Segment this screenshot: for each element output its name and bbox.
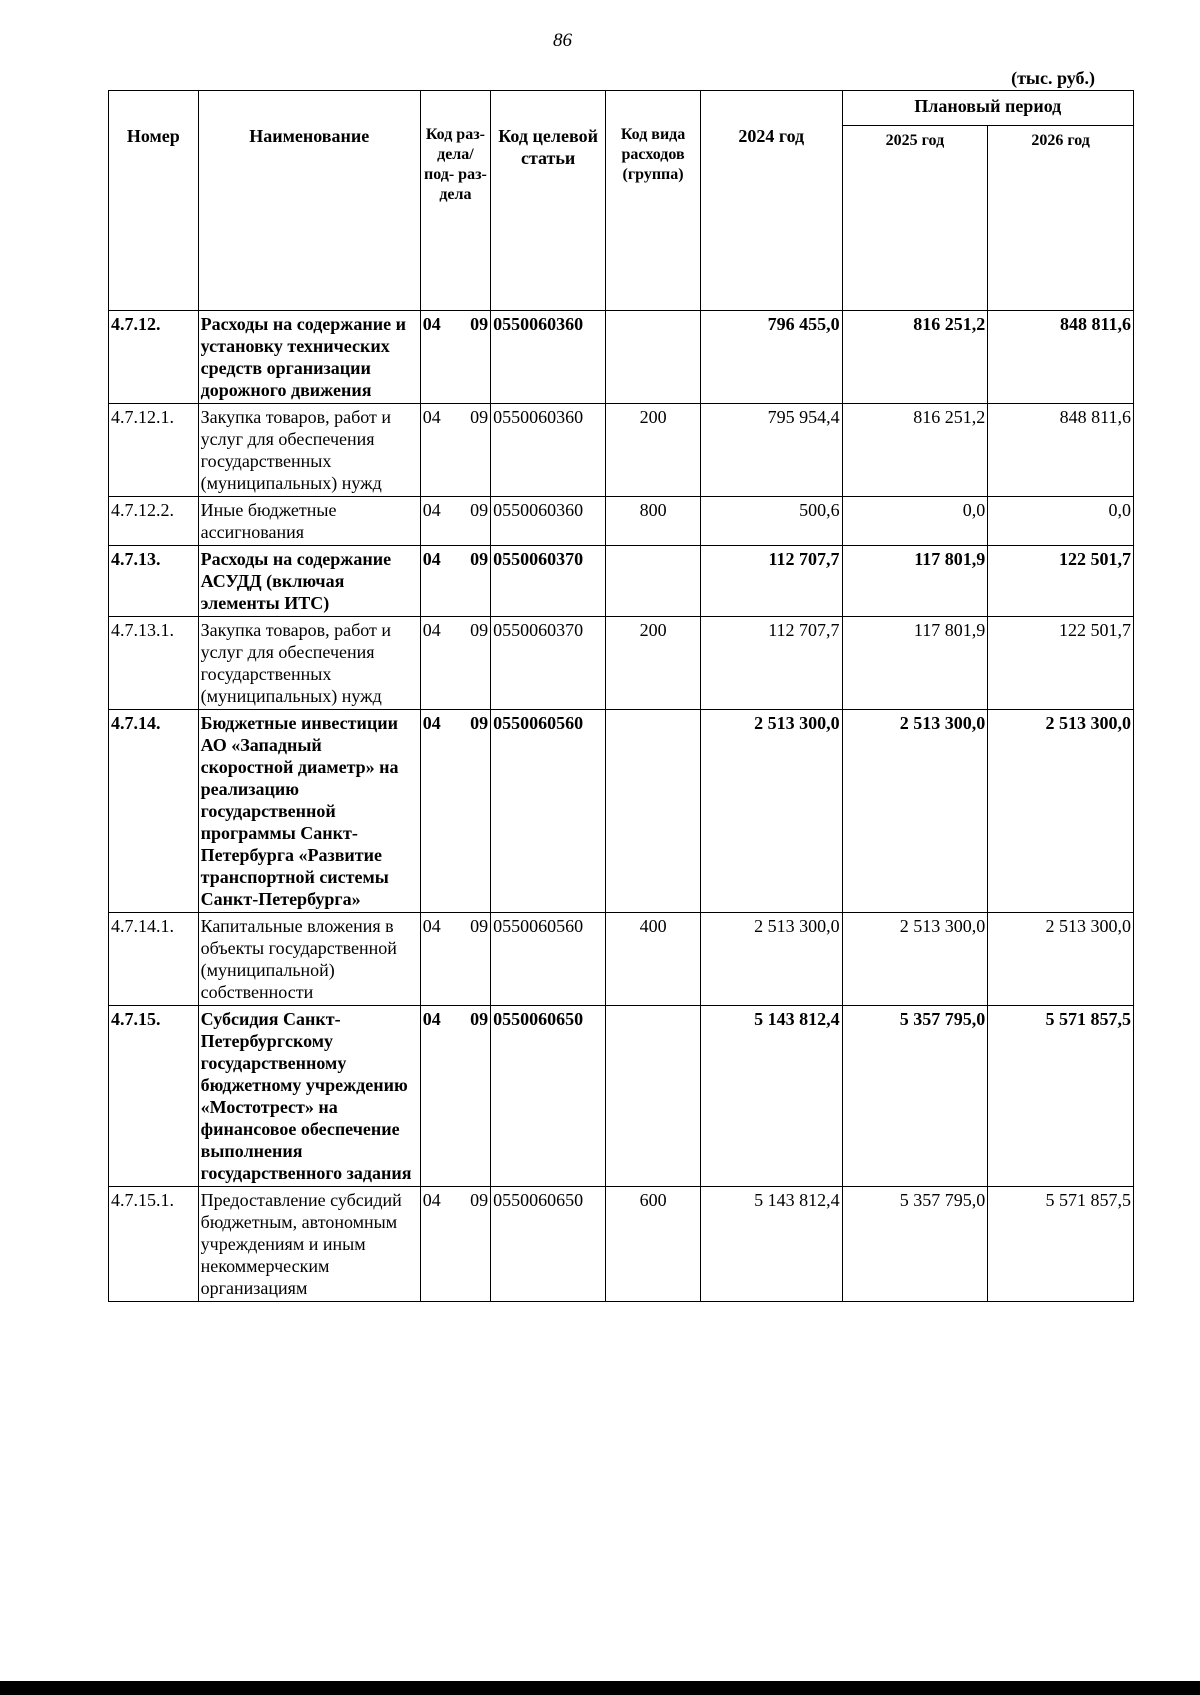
row-name: Предоставление субсидий бюджетным, автономным учреждениям и иным некоммерческим организациям [198, 1187, 420, 1302]
row-2026: 2 513 300,0 [988, 710, 1134, 913]
table-row [109, 1187, 1134, 1302]
row-razdel: 04 [422, 500, 441, 520]
table-row [109, 710, 1134, 913]
row-podrazdel: 09 [470, 620, 489, 640]
row-name: Иные бюджетные ассигнования [198, 497, 420, 546]
header-number: Номер [109, 91, 199, 311]
row-expense-type: 400 [606, 913, 701, 1006]
row-2026: 122 501,7 [988, 546, 1134, 617]
row-razdel: 04 [422, 314, 441, 334]
row-razdel: 04 [422, 549, 441, 569]
table-row [109, 404, 1134, 497]
row-2025: 2 513 300,0 [842, 710, 988, 913]
row-section [420, 913, 490, 1006]
row-podrazdel: 09 [470, 1009, 489, 1029]
row-target: 0550060560 [491, 710, 606, 913]
row-2025: 117 801,9 [842, 617, 988, 710]
row-2024: 2 513 300,0 [700, 913, 842, 1006]
row-podrazdel: 09 [470, 549, 489, 569]
row-podrazdel: 09 [470, 1190, 489, 1210]
budget-table [108, 90, 1134, 1302]
table-row [109, 617, 1134, 710]
row-name: Субсидия Санкт-Петербургскому государственному бюджетному учреждению «Мостотрест» на финансовое обеспечение выполнения государственного задания [198, 1006, 420, 1187]
row-razdel: 04 [422, 916, 441, 936]
row-expense-type: 200 [606, 617, 701, 710]
row-target: 0550060560 [491, 913, 606, 1006]
row-name: Капитальные вложения в объекты государственной (муниципальной) собственности [198, 913, 420, 1006]
row-podrazdel: 09 [470, 314, 489, 334]
table-row [109, 1006, 1134, 1187]
row-expense-type: 800 [606, 497, 701, 546]
header-2025: 2025 год [842, 126, 988, 311]
row-target: 0550060650 [491, 1187, 606, 1302]
row-2024: 5 143 812,4 [700, 1187, 842, 1302]
row-2024: 795 954,4 [700, 404, 842, 497]
row-2025: 5 357 795,0 [842, 1006, 988, 1187]
row-target: 0550060360 [491, 311, 606, 404]
row-name: Бюджетные инвестиции АО «Западный скоростной диаметр» на реализацию государственной программы Санкт-Петербурга «Развитие транспортной системы Санкт-Петербурга» [198, 710, 420, 913]
row-expense-type [606, 311, 701, 404]
row-number: 4.7.12.1. [109, 404, 199, 497]
row-target: 0550060370 [491, 617, 606, 710]
row-target: 0550060650 [491, 1006, 606, 1187]
row-2026: 2 513 300,0 [988, 913, 1134, 1006]
row-podrazdel: 09 [470, 500, 489, 520]
row-number: 4.7.15.1. [109, 1187, 199, 1302]
page-number: 86 [553, 30, 572, 51]
table-row [109, 913, 1134, 1006]
row-razdel: 04 [422, 713, 441, 733]
row-number: 4.7.13.1. [109, 617, 199, 710]
row-section [420, 546, 490, 617]
row-2025: 117 801,9 [842, 546, 988, 617]
row-2026: 0,0 [988, 497, 1134, 546]
header-planning-period: Плановый период [842, 91, 1133, 126]
row-number: 4.7.12.2. [109, 497, 199, 546]
row-2025: 5 357 795,0 [842, 1187, 988, 1302]
row-section [420, 1187, 490, 1302]
row-expense-type: 600 [606, 1187, 701, 1302]
row-2026: 848 811,6 [988, 404, 1134, 497]
header-section: Код раз- дела/ под- раз- дела [420, 91, 490, 311]
row-section [420, 710, 490, 913]
row-section [420, 617, 490, 710]
row-expense-type [606, 546, 701, 617]
row-2026: 848 811,6 [988, 311, 1134, 404]
row-2026: 122 501,7 [988, 617, 1134, 710]
header-2024: 2024 год [700, 91, 842, 311]
row-expense-type: 200 [606, 404, 701, 497]
scan-bottom-border [0, 1681, 1200, 1695]
row-2025: 2 513 300,0 [842, 913, 988, 1006]
row-podrazdel: 09 [470, 407, 489, 427]
row-target: 0550060360 [491, 404, 606, 497]
row-number: 4.7.14. [109, 710, 199, 913]
row-expense-type [606, 1006, 701, 1187]
row-number: 4.7.14.1. [109, 913, 199, 1006]
row-2024: 112 707,7 [700, 617, 842, 710]
table-row [109, 546, 1134, 617]
row-2024: 796 455,0 [700, 311, 842, 404]
row-name: Расходы на содержание и установку технических средств организации дорожного движения [198, 311, 420, 404]
row-2024: 2 513 300,0 [700, 710, 842, 913]
row-razdel: 04 [422, 407, 441, 427]
row-number: 4.7.15. [109, 1006, 199, 1187]
row-razdel: 04 [422, 1009, 441, 1029]
row-number: 4.7.12. [109, 311, 199, 404]
row-section [420, 1006, 490, 1187]
row-podrazdel: 09 [470, 713, 489, 733]
row-section [420, 404, 490, 497]
row-2025: 816 251,2 [842, 311, 988, 404]
header-target: Код целевой статьи [491, 91, 606, 311]
row-number: 4.7.13. [109, 546, 199, 617]
row-section [420, 311, 490, 404]
row-name: Закупка товаров, работ и услуг для обеспечения государственных (муниципальных) нужд [198, 404, 420, 497]
header-expense-type: Код вида расходов (группа) [606, 91, 701, 311]
table-body [109, 311, 1134, 1302]
row-razdel: 04 [422, 1190, 441, 1210]
table-row [109, 311, 1134, 404]
row-expense-type [606, 710, 701, 913]
row-target: 0550060360 [491, 497, 606, 546]
units-label: (тыс. руб.) [1011, 68, 1095, 88]
header-2026: 2026 год [988, 126, 1134, 311]
row-2024: 5 143 812,4 [700, 1006, 842, 1187]
header-name: Наименование [198, 91, 420, 311]
row-2024: 500,6 [700, 497, 842, 546]
table-row [109, 497, 1134, 546]
row-2026: 5 571 857,5 [988, 1006, 1134, 1187]
row-2025: 816 251,2 [842, 404, 988, 497]
row-razdel: 04 [422, 620, 441, 640]
row-target: 0550060370 [491, 546, 606, 617]
row-2026: 5 571 857,5 [988, 1187, 1134, 1302]
row-2025: 0,0 [842, 497, 988, 546]
row-name: Закупка товаров, работ и услуг для обеспечения государственных (муниципальных) нужд [198, 617, 420, 710]
row-2024: 112 707,7 [700, 546, 842, 617]
row-name: Расходы на содержание АСУДД (включая элементы ИТС) [198, 546, 420, 617]
header-row [109, 91, 1134, 126]
row-section [420, 497, 490, 546]
row-podrazdel: 09 [470, 916, 489, 936]
